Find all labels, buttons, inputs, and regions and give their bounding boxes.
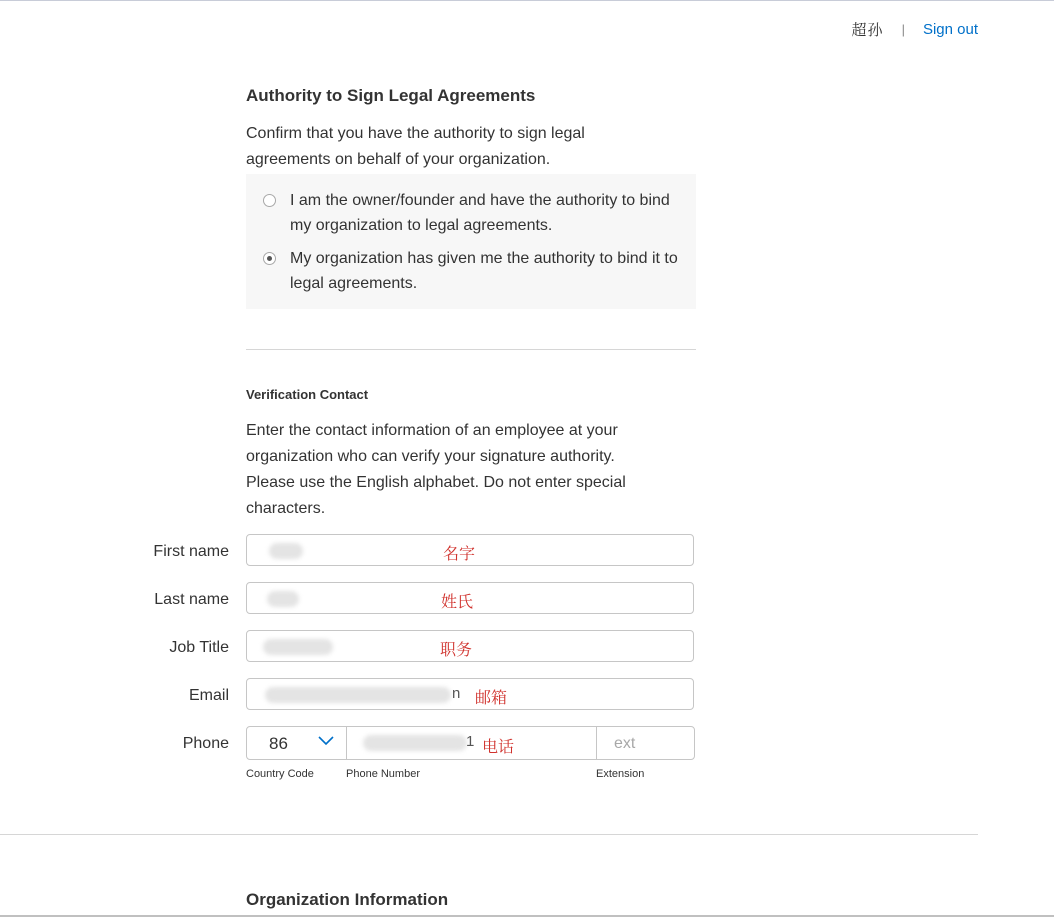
section-divider (246, 349, 696, 350)
email-visible-tail: n (452, 685, 461, 702)
phone-number-caption: Phone Number (346, 768, 420, 780)
radio-owner[interactable] (263, 194, 276, 207)
redacted-value (263, 639, 333, 655)
sign-out-link[interactable]: Sign out (922, 21, 978, 38)
radio-delegated[interactable] (263, 252, 276, 265)
job-title-input[interactable] (246, 630, 694, 662)
email-label: Email (188, 687, 229, 704)
authority-options (246, 174, 696, 309)
phone-visible-tail: 1 (466, 733, 475, 750)
first-name-input[interactable] (246, 534, 694, 566)
separator: | (901, 22, 905, 37)
phone-annotation: 电话 (482, 737, 515, 756)
radio-owner-label: I am the owner/founder and have the authority to bind my organization to legal agreements. (290, 192, 670, 234)
authority-option-delegated[interactable] (263, 246, 680, 296)
chevron-down-icon (318, 736, 334, 746)
extension-input[interactable] (597, 727, 694, 759)
radio-delegated-label: My organization has given me the authority to bind it to legal agreements. (290, 250, 678, 292)
country-code-select[interactable] (247, 727, 347, 759)
account-bar (852, 19, 978, 40)
phone-label: Phone (182, 735, 229, 752)
bottom-border (0, 915, 1054, 917)
phone-number-input[interactable] (347, 727, 597, 759)
last-name-label: Last name (154, 591, 229, 608)
first-name-annotation: 名字 (443, 544, 476, 563)
job-title-label: Job Title (169, 639, 229, 656)
email-annotation: 邮箱 (475, 688, 508, 707)
last-name-input[interactable] (246, 582, 694, 614)
verification-title: Verification Contact (246, 387, 369, 402)
authority-option-owner[interactable] (263, 188, 680, 238)
redacted-value (267, 591, 299, 607)
job-title-annotation: 职务 (440, 640, 473, 659)
country-code-value: 86 (269, 734, 288, 753)
phone-group (246, 726, 695, 760)
top-border (0, 0, 1054, 1)
user-name: 超孙 (851, 22, 884, 39)
country-code-caption: Country Code (246, 768, 314, 780)
extension-caption: Extension (596, 768, 645, 780)
authority-title: Authority to Sign Legal Agreements (246, 86, 536, 105)
organization-title: Organization Information (246, 890, 449, 909)
section-divider-wide (0, 834, 978, 835)
redacted-value (269, 543, 303, 559)
extension-placeholder: ext (614, 735, 636, 752)
last-name-annotation: 姓氏 (441, 592, 474, 611)
first-name-label: First name (153, 543, 229, 560)
authority-description: Confirm that you have the authority to sign legal agreements on behalf of your organization. (246, 125, 585, 168)
redacted-value (265, 687, 451, 703)
verification-description: Enter the contact information of an employee at your organization who can verify your signature authority. Please use the English alphabet. Do not enter special characters. (246, 422, 626, 517)
redacted-value (363, 735, 467, 751)
email-input[interactable] (246, 678, 694, 710)
